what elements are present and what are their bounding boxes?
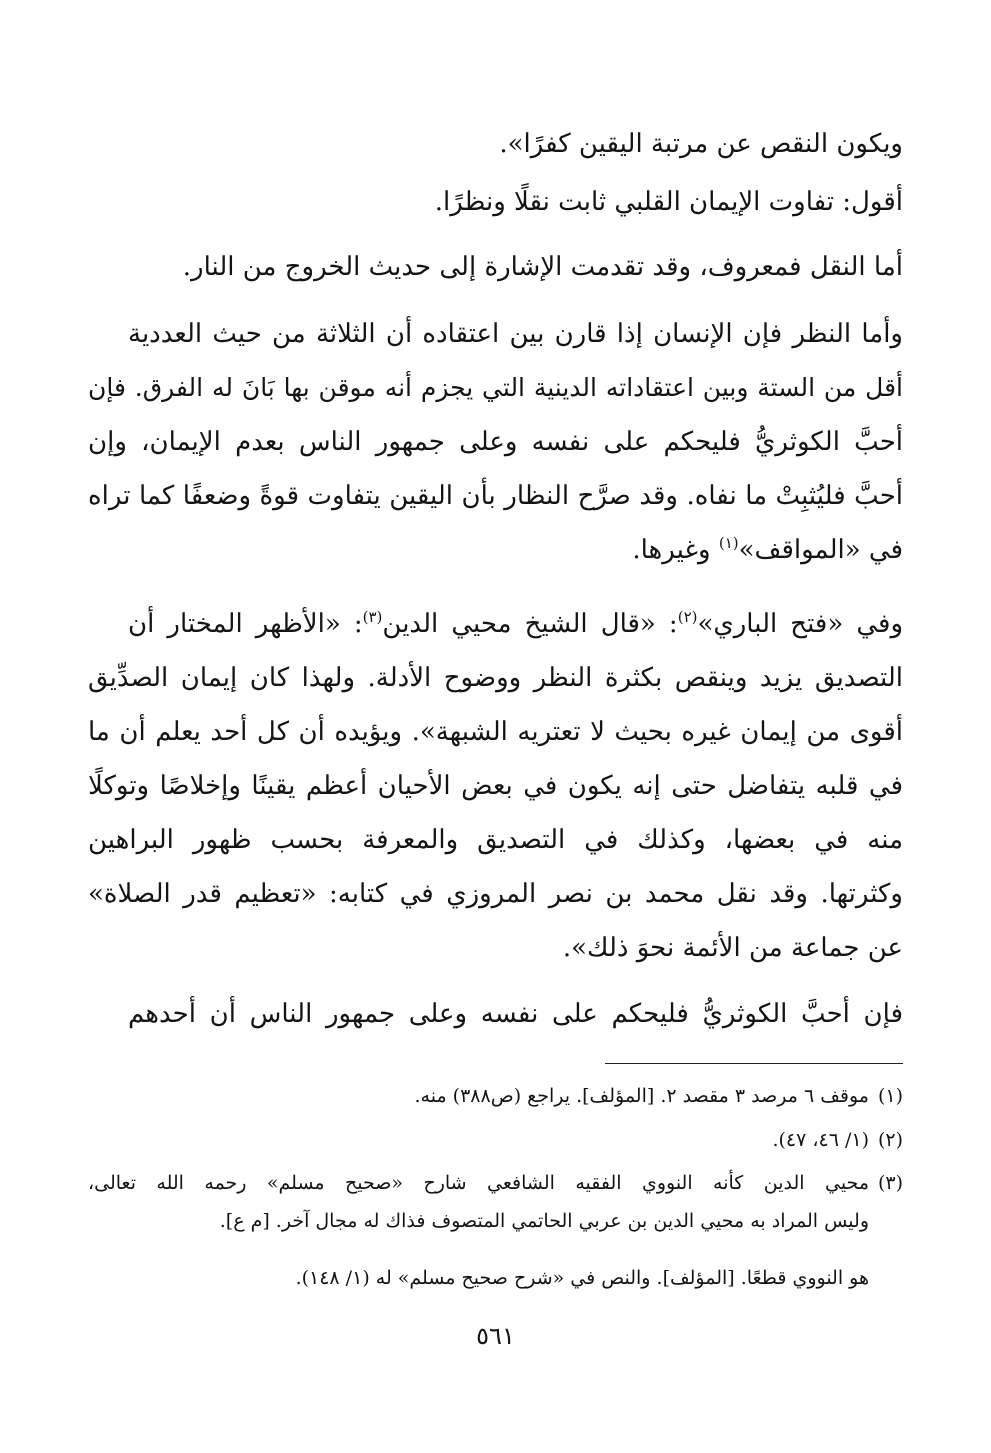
body-line-1: ويكون النقص عن مرتبة اليقين كفرًا». — [499, 129, 903, 159]
body-line-12: في قلبه يتفاضل حتى إنه يكون في بعض الأحيان أعظم يقينًا وإخلاصًا وتوكلًا — [88, 771, 903, 801]
footnote-1 — [88, 1081, 903, 1111]
body-line-8 — [88, 530, 903, 570]
body-line-2: أقول: تفاوت الإيمان القلبي ثابت نقلًا ونظرًا. — [434, 187, 903, 217]
footnote-3-line-2: وليس المراد به محيي الدين بن عربي الحاتمي المتصوف فذاك له مجال آخر. [م ع]. — [219, 1210, 869, 1232]
body-line-4: وأما النظر فإن الإنسان إذا قارن بين اعتقاده أن الثلاثة من حيث العددية — [128, 319, 903, 349]
body-line-6: أحبَّ الكوثريُّ فليحكم على نفسه وعلى جمهور الناس بعدم الإيمان، وإن — [88, 427, 903, 457]
body-line-9-a: وفي «فتح الباري» — [697, 609, 904, 639]
body-line-9 — [128, 604, 903, 644]
body-line-13: منه في بعضها، وكذلك في التصديق والمعرفة بحسب ظهور البراهين — [88, 825, 903, 855]
footnote-3-line-3: هو النووي قطعًا. [المؤلف]. والنص في «شرح صحيح مسلم» له (١/ ١٤٨). — [295, 1267, 869, 1289]
body-line-5: أقل من الستة وبين اعتقاداته الدينية التي يجزم أنه موقن بها بَانَ له الفرق. فإن — [88, 373, 903, 402]
footnote-separator — [605, 1063, 903, 1064]
footnote-ref-2: (٢) — [677, 608, 698, 626]
body-line-8-a: في «المواقف» — [738, 535, 903, 565]
body-line-10: التصديق يزيد وينقص بكثرة النظر ووضوح الأدلة. ولهذا كان إيمان الصدِّيق — [88, 663, 903, 693]
footnote-2-number: (٢) — [877, 1129, 903, 1151]
body-line-9-c: : «الأظهر المختار أن — [128, 609, 363, 639]
body-line-16: فإن أحبَّ الكوثريُّ فليحكم على نفسه وعلى جمهور الناس أن أحدهم — [128, 999, 903, 1029]
body-line-15: عن جماعة من الأئمة نحوَ ذلك». — [562, 933, 903, 963]
footnote-2 — [88, 1125, 903, 1155]
footnote-3-text: محيي الدين كأنه النووي الفقيه الشافعي شارح «صحيح مسلم» رحمه الله تعالى، — [88, 1172, 869, 1194]
body-line-3: أما النقل فمعروف، وقد تقدمت الإشارة إلى حديث الخروج من النار. — [182, 252, 903, 282]
body-line-11: أقوى من إيمان غيره بحيث لا تعتريه الشبهة». ويؤيده أن كل أحد يعلم أن ما — [88, 717, 903, 747]
footnote-1-number: (١) — [877, 1085, 903, 1107]
body-line-8-b: وغيرها. — [632, 535, 711, 565]
footnote-ref-1: (١) — [718, 534, 739, 552]
page-number: ٥٦١ — [476, 1322, 515, 1350]
body-line-9-b: : «قال الشيخ محيي الدين — [382, 609, 678, 639]
footnote-1-text: موقف ٦ مرصد ٣ مقصد ٢. [المؤلف]. يراجع (ص٣٨٨) منه. — [414, 1085, 869, 1107]
footnote-2-text: (١/ ٤٦، ٤٧). — [772, 1129, 869, 1151]
body-line-14: وكثرتها. وقد نقل محمد بن نصر المروزي في كتابه: «تعظيم قدر الصلاة» — [88, 879, 903, 909]
footnote-ref-3: (٣) — [362, 608, 383, 626]
footnote-3 — [88, 1168, 903, 1198]
body-line-7: أحبَّ فليُثبِتْ ما نفاه. وقد صرَّح النظار بأن اليقين يتفاوت قوةً وضعفًا كما تراه — [88, 481, 903, 511]
footnote-3-number: (٣) — [877, 1172, 903, 1194]
